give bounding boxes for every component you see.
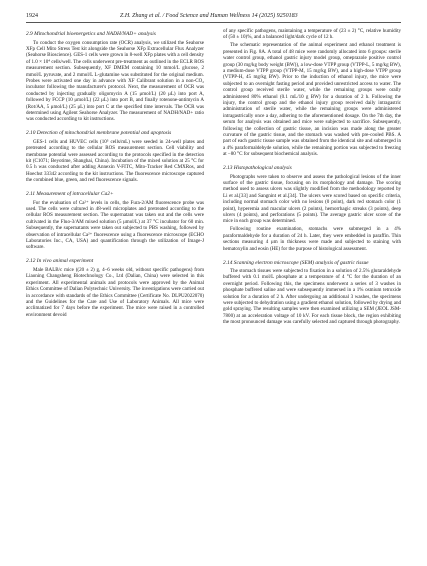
paragraph: The schematic representation of the animal experiment and ethanol treatment is presented in Fig. 8A. A total of 48 mice were randomly allocated into 6 groups: sterile water control group, ethanol gastric injury model group, omeprazole positive control group (30 mg/kg body weight (BW)), a low-dose VTPP group (VTPP-L, 5 mg/kg BW), a medium-dose VTPP group (VTPP-M, 15 mg/kg BW), and a high-dose VTPP group (VTPP-H, 45 mg/kg BW). Prior to the induction of ethanol injury, the mice were subjected to an overnight fasting period and provided unrestricted access to water. The control group received sterile water, while the remaining groups were orally administered 80% ethanol (0.1 mL/10 g BW) for a duration of 2 h. Following the injury, the control group and the ethanol injury group received daily intragastric administration of sterile water, while the remaining groups were administered intragastrically once a day, adhering to the aforementioned dosage. On the 7th day, the serum for analysis was obtained and mice were subjected to sacrifice. Subsequently, following the collection of gastric tissue, an incision was made along the greater curvature of the gastric tissue, and the stomach was washed with pre-cooled PBS. A part of each gastric tissue sample was obtained from the identical site and submerged in a 4% paraformaldehyde solution, while the remaining portion was subjected to freezing at −80 °C for subsequent biochemical analysis. (223, 42, 401, 158)
section-heading-2-11: 2.11 Measurement of intracellular Ca2+ (26, 191, 114, 198)
section-heading-2-14: 2.14 Scanning electron microscope (SEM) analysis of gastric tissue (223, 259, 369, 266)
right-column (223, 28, 401, 556)
paragraph: For the evaluation of Ca²⁺ levels in cells, the Fura-2/AM fluorescence probe was used. The cells were cultured in 48-well microplates and pretreated according to the cellular ROS measurement section. The supernatant was taken out and the cells were cultivated in the Fluo-3/AM mixed solution (5 μmol/L) at 37 °C incubator for 60 min. Subsequently, the supernatants were taken out subjected to PBS washing, followed by observation of intracellular Ca²⁺ fluorescence using a fluorescence microscope (ECHO Laboratories Inc., CA, USA) and quantification through the utilization of Image-J software. (26, 199, 204, 251)
paragraph: of any specific pathogens, maintaining a temperature of (23 ± 2) °C, relative humidity of (50 ± 10)%, and a balanced light/dark cycle of 12 h. (223, 28, 401, 41)
paragraph: GES-1 cells and HUVEC cells (10⁵ cells/mL) were seeded in 24-well plates and pretreated according to the cellular ROS measurement section. Cell viability and membrane potential were assessed according to the protocols specified in the detection kit (C1071; Beyotime, Shanghai, China). Incubation of the mixed solution at 25 °C for 0.5 h was conducted after adding Annexin V-FITC, Mito-Tracker Red CMXRos, and Hoechst 33342 according to the kit instructions. The fluorescence microscope captured the combined blue, green, and red fluorescence signals. (26, 138, 204, 184)
paragraph: Male BALB/c mice ((20 ± 2) g, 4–6 weeks old, without specific pathogens) from Liaoning Changsheng Biotechnology Co., Ltd (Dalian, China) were selected in this experiment. All experimental animals and protocols were approved by the Animal Ethics Committee of Dalian Polytechnic University. The investigations were carried out in accordance with standards of the Ethics Committee (Certificate No. DLPU2022070) and the Guidelines for the Care and Use of Laboratory Animals. All mice were acclimatized for 7 days before the experiment. The mice were raised in a controlled environment devoid (26, 266, 204, 318)
paragraph: The stomach tissues were subjected to fixation in a solution of 2.5% glutaraldehyde buffered with 0.1 mol/L phosphate at a temperature of 4 °C for the duration of an overnight period. Following this, the specimens underwent a series of 3 washes in phosphate buffered saline and were subsequently immersed in a 1% osmium tetroxide solution for a duration of 2 h. After undergoing an additional 3 washes, the specimens were subjected to dehydration using a gradient ethanol solution, followed by drying and gold spraying. The resulting samples were then examined utilizing a SEM (JEOL JSM-7800) at an acceleration voltage of 10 kV. For each tissue block, the region exhibiting the most pronounced damage was carefully selected and captured through photography. (223, 268, 401, 326)
section-heading-2-9: 2.9 Mitochondrial bioenergetics and NADH/NAD+ analysis (26, 31, 156, 37)
section-heading-2-12: 2.12 In vivo animal experiment (26, 258, 94, 265)
header-rule (26, 22, 401, 23)
section-heading-2-13: 2.13 Histopathological analysis (223, 165, 292, 172)
left-column (26, 28, 204, 556)
page-number: 1924 (26, 13, 38, 19)
section-heading-2-10: 2.10 Detection of mitochondrial membrane potential and apoptosis (26, 130, 172, 137)
running-header: Z.H. Zhang et al. / Food Science and Human Wellness 14 (2025) 9250183 (120, 13, 298, 19)
paragraph: To conduct the oxygen consumption rate (OCR) analysis, we utilized the Seahorse XFp Cell Mito Stress Test kit alongside the Seahorse XFp Extracellular Flux Analyzer (Seahorse Bioscience). GES-1 cells were grown in 8-well XFp plates with a cell density of 1.0 × 10⁴ cells/well. The cells underwent pre-treatment as outlined in the ECLR ROS measurement section. Subsequently, XF DMEM containing 10 mmol/L glucose, 2 mmol/L pyruvate, and 2 mmol/L L-glutamine was substituted for the original medium. Probes were activated one day in advance with XF Calibrant solution in a non-CO₂ incubator following the manufacturer's protocol. Next, the measurement of OCR was conducted by injecting gradually oligomycin A (15 μmol/L) (20 μL) into port A, followed by FCCP (10 μmol/L) (22 μL) into port B, and finally rotenone-antimycin A (Rot/AA, 5 μmol/L) (25 μL) into port C at the specified time intervals. The OCR was determined using Agilent Seahorse Analyzer. The measurement of NADH/NAD+ ratio was conducted according to kit instructions. (26, 39, 204, 123)
paragraph: Photographs were taken to observe and assess the pathological lesions of the inner surface of the gastric tissue, focusing on its morphology and damage. The scoring method used to assess ulcers was slightly modified from the methodology reported by Li et al.[33] and Sangnint et al.[34]. The ulcers were scored based on specific criteria, including normal stomach color with no lesions (0 point), dark red stomach color (1 point), hyperemia and macular ulcers (2 points), hemorrhagic streaks (3 points), deep ulcers (4 points), and perforations (5 points). The average gastric ulcer score of the mice in each group was determined. (223, 173, 401, 225)
paragraph: Following routine examination, stomachs were submerged in a 4% paraformaldehyde for a duration of 24 h. Later, they were embedded in paraffin. Thin sections measuring 4 μm in thickness were made and subjected to staining with hematoxylin and eosin (HE) for the purpose of histological assessment. (223, 226, 401, 252)
